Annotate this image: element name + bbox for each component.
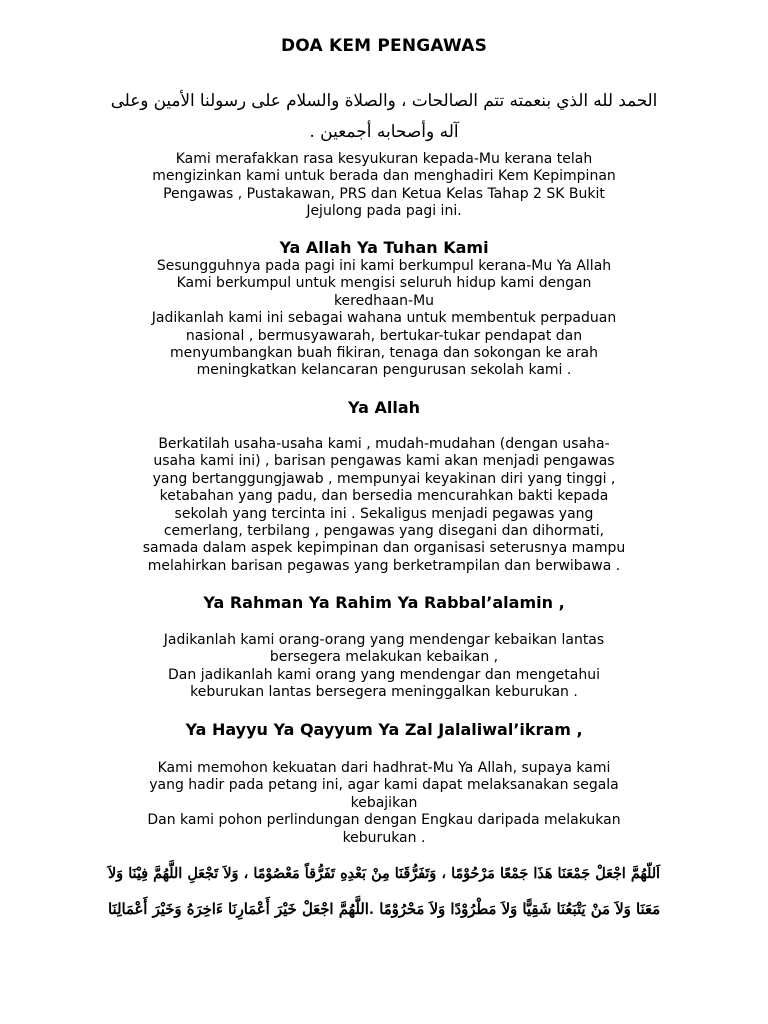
paragraph-line: Pengawas , Pustakawan, PRS dan Ketua Kelas Tahap 2 SK Bukit [163, 185, 605, 202]
paragraph-line: yang bertanggungjawab , mempunyai keyakinan diri yang tinggi , [152, 470, 616, 487]
arabic-opening-line: آله وأصحابه أجمعين . [309, 122, 459, 142]
arabic-opening-praise [110, 84, 658, 148]
paragraph-line: Dan kami pohon perlindungan dengan Engkau daripada melakukan [147, 812, 621, 829]
heading-ya-hayyu: Ya Hayyu Ya Qayyum Ya Zal Jalaliwal’ikram , [185, 720, 583, 739]
paragraph-hearing-goodness [110, 632, 658, 702]
paragraph-line: Berkatilah usaha-usaha kami , mudah-mudahan (dengan usaha- [158, 436, 610, 452]
paragraph-gathering [110, 258, 658, 380]
paragraph-line: keburukan lantas bersegera meninggalkan keburukan . [190, 684, 578, 701]
arabic-doa-line: اَللّهُمَّ اجْعَلْ جَمْعَنَا هَذَا جَمْعًا مَرْحُوْمًا ، وَتَفَرُّقَنَا مِنْ بَعْدِهِ تَفَرُّقاً مَعْصُوْمًا ، وَلاَ تَجْعَلِ اللَّهُمَّ فِيْنَا وَلاَ [108, 866, 660, 882]
paragraph-line: yang hadir pada petang ini, agar kami dapat melaksanakan segala [149, 777, 619, 794]
paragraph-line: Kami merafakkan rasa kesyukuran kepada-Mu kerana telah [175, 151, 593, 167]
paragraph-line: keredhaan-Mu [333, 292, 435, 309]
heading-ya-rahman: Ya Rahman Ya Rahim Ya Rabbal’alamin , [203, 593, 565, 612]
paragraph-line: Kami memohon kekuatan dari hadhrat-Mu Ya Allah, supaya kami [157, 760, 611, 776]
paragraph-line: Kami berkumpul untuk mengisi seluruh hidup kami dengan [176, 275, 592, 292]
paragraph-line: meningkatkan kelancaran pengurusan sekolah kami . [196, 362, 572, 379]
paragraph-line: sekolah yang tercinta ini . Sekaligus menjadi pegawas yang [174, 505, 594, 522]
paragraph-line: mengizinkan kami untuk berada dan menghadiri Kem Kepimpinan [152, 168, 616, 185]
paragraph-line: menyumbangkan buah fikiran, tenaga dan sokongan ke arah [170, 345, 598, 362]
paragraph-line: bersegera melakukan kebaikan , [269, 649, 499, 666]
paragraph-line: ketabahan yang padu, dan bersedia mencurahkan bakti kepada [159, 488, 609, 505]
paragraph-line: nasional , bermusyawarah, bertukar-tukar pendapat dan [185, 327, 583, 344]
paragraph-line: samada dalam aspek kepimpinan dan organisasi seterusnya mampu [142, 540, 626, 557]
paragraph-line: Jadikanlah kami ini sebagai wahana untuk membentuk perpaduan [151, 310, 617, 327]
arabic-opening-line: الحمد لله الذي بنعمته تتم الصالحات ، والصلاة والسلام على رسولنا الأمين وعلى [110, 90, 658, 110]
paragraph-line: Sesungguhnya pada pagi ini kami berkumpul kerana-Mu Ya Allah [156, 258, 612, 274]
heading-ya-allah: Ya Allah [347, 398, 421, 417]
paragraph-line: usaha kami ini) , barisan pengawas kami akan menjadi pengawas [153, 453, 615, 470]
paragraph-line: melahirkan barisan pegawas yang berketrampilan dan berwibawa . [147, 557, 621, 574]
paragraph-line: Jadikanlah kami orang-orang yang mendengar kebaikan lantas [163, 632, 605, 648]
paragraph-line: cemerlang, terbilang , pengawas yang disegani dan dihormati, [163, 523, 605, 540]
arabic-closing-doa [108, 856, 660, 928]
paragraph-gratitude [110, 151, 658, 221]
heading-ya-allah-ya-tuhan-kami: Ya Allah Ya Tuhan Kami [279, 238, 489, 257]
document-title: DOA KEM PENGAWAS [280, 36, 488, 56]
paragraph-line: Jejulong pada pagi ini. [306, 203, 462, 220]
paragraph-blessing [110, 436, 658, 575]
arabic-doa-line: مَعَنَا وَلاَ مَنْ يَتْبَعُنَا شَقِيًّا وَلاَ مَطْرُوْدًا وَلاَ مَحْرُوْمًا .اللَّهُمَّ اجْعَلْ خَيْرَ أَعْمَارِنَا ءَاخِرَهُ وَخَيْرَ أَعْمَالِنَا [108, 901, 660, 918]
paragraph-line: kebajikan [350, 794, 418, 811]
paragraph-line: Dan jadikanlah kami orang yang mendengar dan mengetahui [168, 666, 600, 683]
paragraph-strength [110, 760, 658, 847]
paragraph-line: keburukan . [342, 829, 426, 846]
